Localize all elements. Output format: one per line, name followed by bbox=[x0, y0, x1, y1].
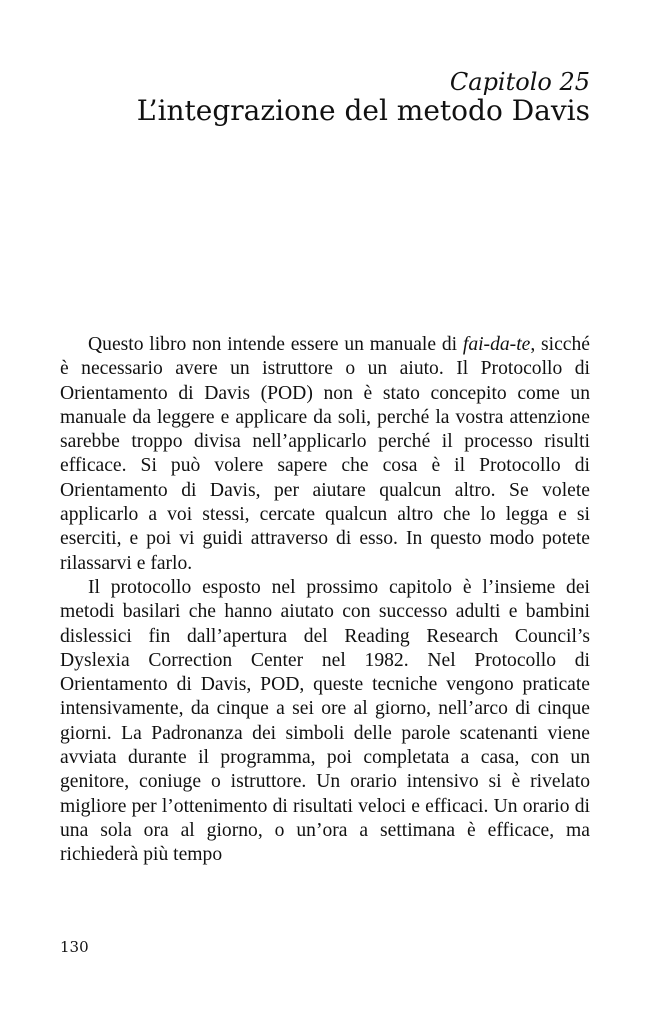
paragraph-1-start: Questo libro non intende essere un manuale di bbox=[88, 334, 463, 355]
paragraph-1 bbox=[60, 333, 590, 576]
paragraph-2: Il protocollo esposto nel prossimo capitolo è l’insieme dei metodi basilari che hanno aiutato con successo adulti e bambini dislessici fin dall’apertura del Reading Research Council’s Dyslexia Correction Center nel 1982. Nel Protocollo di Orientamento di Davis, POD, queste tecniche vengono praticate intensivamente, da cinque a sei ore al giorno, nell’arco di cinque giorni. La Padronanza dei simboli delle parole scatenanti viene avviata durante il programma, poi completata a casa, con un genitore, coniuge o istruttore. Un orario intensivo si è rivelato migliore per l’ottenimento di risultati veloci e efficaci. Un orario di una sola ora al giorno, o un’ora a settimana è efficace, ma richiederà più tempo bbox=[60, 576, 590, 866]
paragraph-1-italic: fai-da-te bbox=[462, 334, 531, 355]
body-text bbox=[60, 333, 590, 868]
chapter-title: L’integrazione del metodo Davis bbox=[136, 94, 590, 127]
page-number: 130 bbox=[60, 938, 89, 956]
chapter-label: Capitolo 25 bbox=[449, 68, 590, 96]
paragraph-1-rest: , sicché è necessario avere un istruttore o un aiuto. Il Protocollo di Orientamento di Davis (POD) non è stato concepito come un manuale da leggere e applicare da soli, perché la vostra attenzione sarebbe troppo divisa nell’applicarlo perché il processo risulti efficace. Si può volere sapere che cosa è il Protocollo di Orientamento di Davis, per aiutare qualcun altro. Se volete applicarlo a voi stessi, cercate qualcun altro che lo legga e si eserciti, e poi vi guidi attraverso di esso. In questo modo potete rilassarvi e farlo. bbox=[60, 334, 590, 574]
